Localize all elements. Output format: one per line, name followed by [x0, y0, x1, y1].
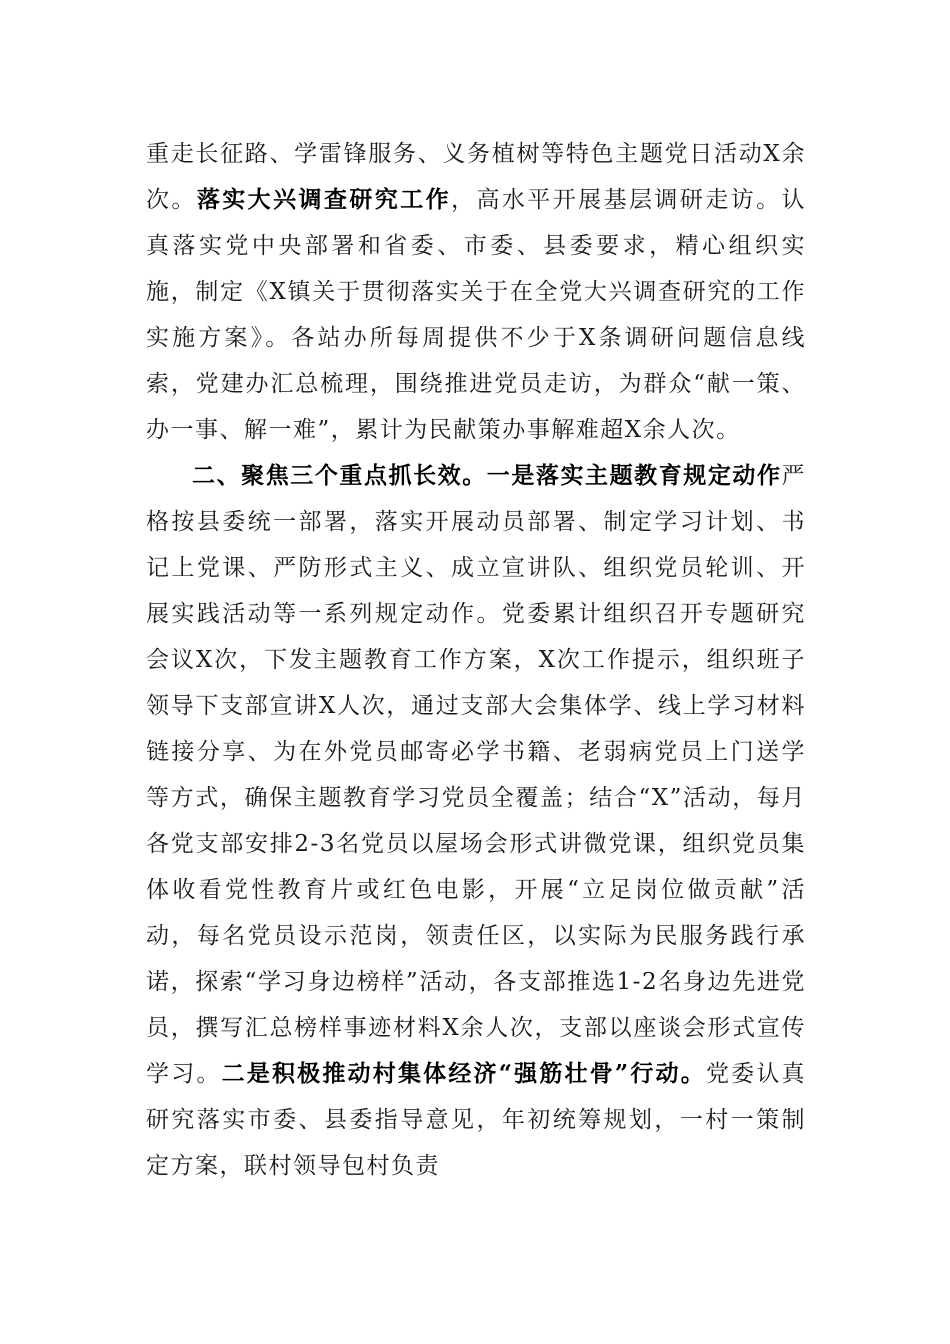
paragraph-1-bold-heading: 落实大兴调查研究工作: [196, 186, 452, 213]
paragraph-1-text: 重走长征路、学雷锋服务、义务植树等特色主题党日活动X余次。: [146, 141, 806, 213]
paragraph-1: [146, 131, 806, 453]
document-body: [146, 131, 806, 1189]
section-heading: 二、聚焦三个重点抓长效。一是落实主题教育规定动作: [192, 462, 782, 489]
paragraph-2: [146, 453, 806, 1189]
paragraph-2-bold-heading: 二是积极推动村集体经济“强筋壮骨”行动。: [221, 1060, 706, 1087]
paragraph-2-text-cont: 党委认真研究落实市委、县委指导意见，年初统筹规划，一村一策制定方案，联村领导包村负责: [146, 1061, 807, 1179]
paragraph-1-text-cont: ，高水平开展基层调研走访。认真落实党中央部署和省委、市委、县委要求，精心组织实施，制定《X镇关于贯彻落实关于在全党大兴调查研究的工作实施方案》。各站办所每周提供不少于X条调研问题信息线索，党建办汇总梳理，围绕推进党员走访，为群众“献一策、办一事、解一难”，累计为民献策办事解难超X余人次。: [146, 187, 807, 443]
paragraph-2-text: 严格按县委统一部署，落实开展动员部署、制定学习计划、书记上党课、严防形式主义、成立宣讲队、组织党员轮训、开展实践活动等一系列规定动作。党委累计组织召开专题研究会议X次，下发主题教育工作方案，X次工作提示，组织班子领导下支部宣讲X人次，通过支部大会集体学、线上学习材料链接分享、为在外党员邮寄必学书籍、老弱病党员上门送学等方式，确保主题教育学习党员全覆盖；结合“X”活动，每月各党支部安排2-3名党员以屋场会形式讲微党课，组织党员集体收看党性教育片或红色电影，开展“立足岗位做贡献”活动，每名党员设示范岗，领责任区，以实际为民服务践行承诺，探索“学习身边榜样”活动，各支部推选1-2名身边先进党员，撰写汇总榜样事迹材料X余人次，支部以座谈会形式宣传学习。: [146, 463, 806, 1087]
